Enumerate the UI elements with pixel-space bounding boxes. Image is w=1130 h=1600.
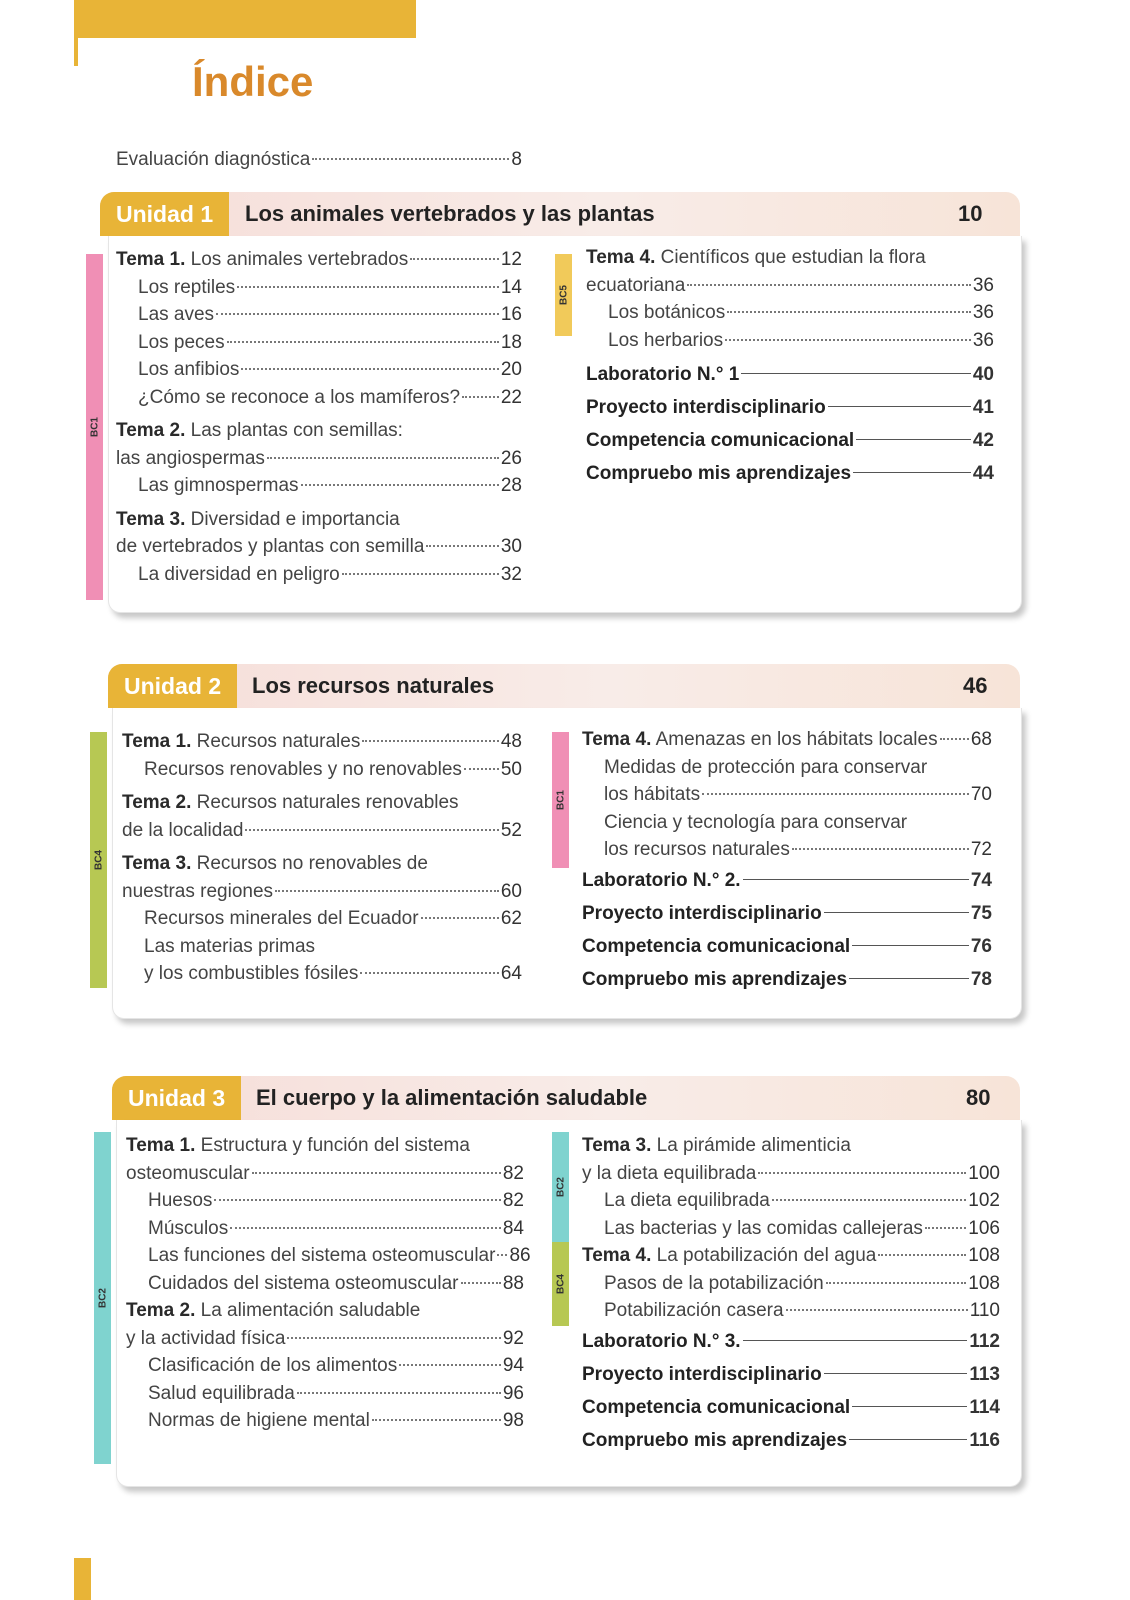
- bc-tag-bar: [552, 1132, 569, 1242]
- toc-heading[interactable]: Tema 2. Las plantas con semillas:: [116, 420, 403, 441]
- toc-heading[interactable]: Las materias primas: [144, 935, 316, 957]
- toc-entry[interactable]: los recursos naturales 72: [604, 839, 992, 860]
- unit-title: El cuerpo y la alimentación saludable: [256, 1085, 648, 1110]
- toc-column-right: [582, 726, 992, 996]
- unit-title: Los animales vertebrados y las plantas: [245, 201, 655, 226]
- toc-entry[interactable]: Los botánicos 36: [608, 302, 994, 323]
- toc-entry[interactable]: Las bacterias y las comidas callejeras 106: [604, 1217, 1000, 1239]
- toc-heading[interactable]: Ciencia y tecnología para conservar: [604, 811, 908, 833]
- toc-column-right: [586, 244, 994, 490]
- toc-entry[interactable]: Huesos 82: [148, 1190, 524, 1211]
- toc-entry[interactable]: Los herbarios 36: [608, 329, 994, 351]
- bc-tag-bar: [94, 1132, 111, 1464]
- toc-heading[interactable]: Tema 2. La alimentación saludable: [126, 1300, 421, 1321]
- entry-page: 8: [511, 149, 522, 170]
- unit-header: [112, 1076, 1020, 1120]
- toc-entry-check[interactable]: Compruebo mis aprendizajes 78: [582, 968, 992, 990]
- unit-page: 10: [958, 201, 983, 226]
- toc-entry-lab[interactable]: Laboratorio N.° 1 40: [586, 364, 994, 385]
- unit-page: 46: [963, 673, 988, 698]
- entry-label: Evaluación diagnóstica: [116, 149, 311, 170]
- toc-entry[interactable]: y la dieta equilibrada 100: [582, 1162, 1000, 1184]
- bc-tag-bar: [552, 732, 569, 868]
- toc-entry[interactable]: Músculos 84: [148, 1217, 524, 1239]
- bc-tag-bar: [552, 1242, 569, 1326]
- toc-heading[interactable]: Tema 3. Recursos no renovables de: [122, 853, 428, 874]
- toc-entry[interactable]: de la localidad 52: [122, 819, 522, 841]
- bc-tag-label: BC4: [93, 849, 104, 871]
- toc-entry[interactable]: las angiospermas 26: [116, 447, 522, 469]
- toc-entry-project[interactable]: Proyecto interdisciplinario 75: [582, 902, 992, 924]
- toc-entry[interactable]: Las funciones del sistema osteomuscular 86: [148, 1245, 531, 1266]
- toc-entry[interactable]: Clasificación de los alimentos 94: [148, 1355, 524, 1376]
- toc-entry[interactable]: Tema 1. Los animales vertebrados 12: [116, 249, 522, 270]
- toc-entry-check[interactable]: Compruebo mis aprendizajes 116: [582, 1429, 1000, 1451]
- toc-entry[interactable]: Cuidados del sistema osteomuscular 88: [148, 1272, 524, 1294]
- toc-column-left: [126, 1132, 531, 1435]
- bc-tag-label: BC4: [555, 1273, 566, 1295]
- unit-page: 80: [966, 1085, 991, 1110]
- toc-entry[interactable]: La diversidad en peligro 32: [138, 563, 522, 585]
- toc-entry[interactable]: y la actividad física 92: [126, 1327, 524, 1349]
- toc-column-left: [122, 728, 522, 988]
- toc-heading[interactable]: Tema 2. Recursos naturales renovables: [122, 792, 459, 813]
- unit-badge: Unidad 3: [112, 1076, 241, 1120]
- toc-entry-competence[interactable]: Competencia comunicacional 42: [586, 430, 994, 451]
- toc-entry[interactable]: Recursos renovables y no renovables 50: [144, 758, 522, 780]
- toc-entry[interactable]: Recursos minerales del Ecuador 62: [144, 908, 522, 929]
- toc-entry[interactable]: La dieta equilibrada 102: [604, 1190, 1000, 1211]
- bc-tag-label: BC2: [555, 1176, 566, 1198]
- toc-heading[interactable]: Medidas de protección para conservar: [604, 756, 928, 778]
- toc-entry[interactable]: Los anfibios 20: [138, 359, 522, 380]
- toc-heading[interactable]: Tema 1. Estructura y función del sistema: [126, 1135, 470, 1156]
- unit-badge: Unidad 2: [108, 664, 237, 708]
- bc-tag-bar: [90, 732, 107, 988]
- toc-entry[interactable]: Los peces 18: [138, 331, 522, 353]
- unit-title: Los recursos naturales: [252, 673, 495, 698]
- toc-column-left: [116, 246, 522, 588]
- toc-entry-project[interactable]: Proyecto interdisciplinario 41: [586, 397, 994, 418]
- toc-entry-competence[interactable]: Competencia comunicacional 114: [582, 1396, 1000, 1418]
- unit-badge: Unidad 1: [100, 192, 229, 236]
- toc-entry-lab[interactable]: Laboratorio N.° 3. 112: [582, 1330, 1000, 1352]
- bc-tag-label: BC5: [558, 284, 569, 306]
- left-decoration-stripe: [74, 36, 78, 66]
- toc-entry[interactable]: ¿Cómo se reconoce a los mamíferos? 22: [138, 386, 522, 408]
- toc-entry[interactable]: Salud equilibrada 96: [148, 1382, 524, 1404]
- bc-tag-label: BC1: [555, 789, 566, 811]
- toc-entry[interactable]: de vertebrados y plantas con semilla 30: [116, 536, 522, 557]
- toc-entry[interactable]: nuestras regiones 60: [122, 880, 522, 902]
- toc-entry[interactable]: Potabilización casera 110: [604, 1300, 1000, 1321]
- toc-entry[interactable]: Los reptiles 14: [138, 276, 522, 298]
- leader-dots: [312, 158, 509, 160]
- unit-header: [100, 192, 1020, 236]
- toc-entry[interactable]: ecuatoriana 36: [586, 274, 994, 296]
- toc-entry[interactable]: Las gimnospermas 28: [138, 475, 522, 496]
- unit-2: [93, 664, 1030, 1028]
- bc-tag-bar: [86, 254, 103, 600]
- toc-heading[interactable]: Tema 3. Diversidad e importancia: [116, 508, 400, 530]
- toc-entry[interactable]: Las aves 16: [138, 304, 522, 325]
- toc-entry[interactable]: Tema 4. Amenazas en los hábitats locales 68: [582, 729, 992, 750]
- toc-entry[interactable]: Tema 4. La potabilización del agua 108: [582, 1245, 1000, 1266]
- bc-tag-bar: [555, 254, 572, 336]
- toc-entry-competence[interactable]: Competencia comunicacional 76: [582, 935, 992, 957]
- unit-1: [89, 192, 1030, 622]
- toc-entry[interactable]: Normas de higiene mental 98: [148, 1410, 524, 1431]
- toc-entry[interactable]: y los combustibles fósiles 64: [144, 963, 522, 984]
- unit-header: [108, 664, 1020, 708]
- toc-entry[interactable]: los hábitats 70: [604, 784, 992, 805]
- bottom-decoration-stripe: [74, 1558, 91, 1600]
- toc-entry[interactable]: osteomuscular 82: [126, 1162, 524, 1184]
- top-decoration-bar: [74, 0, 416, 38]
- page-title: Índice: [192, 58, 314, 105]
- toc-column-right: [582, 1132, 1000, 1457]
- toc-entry-check[interactable]: Compruebo mis aprendizajes 44: [586, 463, 994, 484]
- toc-entry-diagnostic[interactable]: [116, 146, 522, 174]
- toc-entry-lab[interactable]: Laboratorio N.° 2. 74: [582, 869, 992, 891]
- toc-entry[interactable]: Pasos de la potabilización 108: [604, 1272, 1000, 1294]
- toc-heading[interactable]: Tema 4. Científicos que estudian la flora: [586, 247, 926, 268]
- toc-heading[interactable]: Tema 3. La pirámide alimenticia: [582, 1135, 851, 1156]
- toc-entry-project[interactable]: Proyecto interdisciplinario 113: [582, 1363, 1000, 1385]
- toc-entry[interactable]: Tema 1. Recursos naturales 48: [122, 731, 522, 752]
- unit-3: [97, 1076, 1030, 1496]
- bc-tag-label: BC2: [97, 1287, 108, 1309]
- bc-tag-label: BC1: [89, 416, 100, 438]
